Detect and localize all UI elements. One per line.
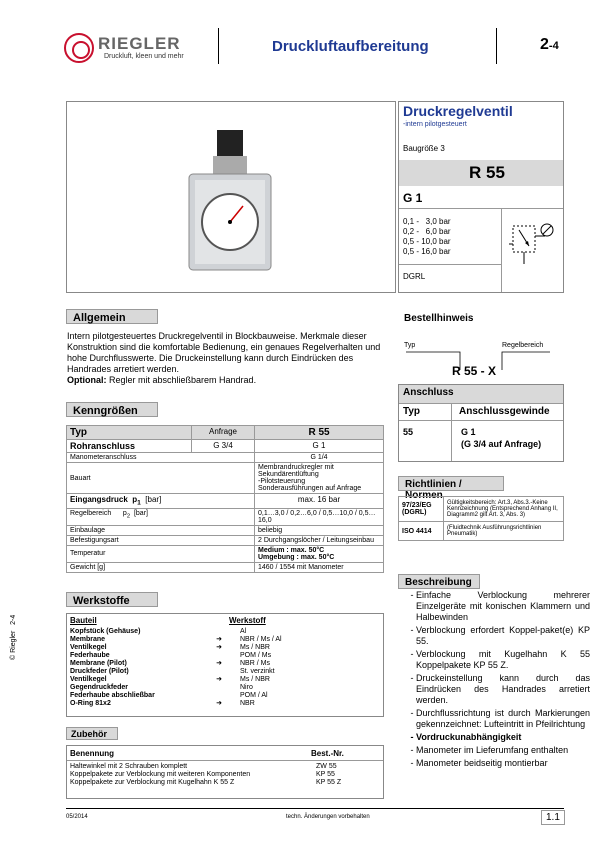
side-copyright: © Riegler 2-4 — [10, 614, 17, 660]
accessories-table — [67, 763, 383, 787]
connection-thread: G 1 — [461, 427, 476, 437]
footer-line — [66, 808, 564, 809]
divider — [399, 264, 501, 265]
table-row: Membrane ➜ NBR / Ms / Al — [70, 636, 282, 643]
accessories-table-frame — [66, 745, 384, 799]
divider — [451, 403, 452, 461]
logo-mark — [64, 33, 94, 63]
connection-table-frame — [398, 384, 564, 462]
section-heading-richtlinien: Richtlinien / Normen — [398, 476, 504, 491]
table-row: Regelbereich $p_2$ [bar] 0,1…3,0 / 0,2…6,0 / 0,5…10,0 / 0,5…16,0 — [67, 508, 384, 525]
connection-heading: Anschluss — [403, 387, 454, 398]
section-heading-zubehoer: Zubehör — [66, 727, 118, 740]
connection-col-thread: Anschlussgewinde — [459, 406, 550, 417]
materials-table — [67, 628, 383, 708]
materials-col-material: Werkstoff — [229, 616, 266, 625]
list-item: - Verblockung mit Kugelhahn K 55 Koppelpakete KP 55 Z. — [416, 649, 590, 671]
table-row: Typ Anfrage R 55 — [67, 426, 384, 440]
table-row: Befestigungsart 2 Durchgangslöcher / Leitungseinbau — [67, 535, 384, 545]
specs-table — [66, 425, 384, 573]
table-row: Temperatur Medium : max. 50°C Umgebung : max. 50°C — [67, 545, 384, 562]
table-row: Ventilkegel ➜ Ms / NBR — [70, 676, 270, 683]
product-size: Baugröße 3 — [403, 144, 445, 153]
brand-tagline: Druckluft, kleen und mehr — [104, 53, 184, 60]
table-row: ISO 4414 (Fluidtechnik Ausführungsrichtlinien Pneumatik) — [399, 522, 564, 541]
table-row: Gegendruckfeder Niro — [70, 684, 253, 691]
table-row: Federhaube POM / Ms — [70, 652, 272, 659]
table-row: Koppelpakete zur Verblockung mit Kugelhahn K 55 Z KP 55 Z — [70, 779, 342, 786]
footer-date: 05/2014 — [66, 814, 88, 820]
table-row: Membrane (Pilot) ➜ NBR / Ms — [70, 660, 270, 667]
table-row: Einbaulage beliebig — [67, 525, 384, 535]
list-item: - Manometer im Lieferumfang enthalten — [416, 745, 590, 756]
divider — [67, 760, 383, 761]
accessories-col-name: Benennung — [70, 749, 114, 758]
product-subtitle: -intern pilotgesteuert — [403, 121, 467, 128]
table-row: Federhaube abschließbar POM / Al — [70, 692, 268, 699]
table-row: Kopfstück (Gehäuse) Al — [70, 628, 247, 635]
section-heading-werkstoffe: Werkstoffe — [66, 592, 158, 607]
table-row: O-Ring 81x2 ➜ NBR — [70, 700, 255, 707]
order-heading: Bestellhinweis — [404, 313, 474, 324]
order-code: R 55 - X — [452, 364, 497, 378]
arrow-icon: ➜ — [216, 660, 222, 667]
arrow-icon: ➜ — [216, 644, 222, 651]
table-row: Manometeranschluss G 1/4 — [67, 453, 384, 463]
product-name: Druckregelventil — [403, 103, 513, 119]
table-row: Koppelpakete zur Verblockung mit weiteren Komponenten KP 55 — [70, 771, 335, 778]
arrow-icon: ➜ — [216, 700, 222, 707]
list-item: - Druckeinstellung kann durch das Eindrücken des Handrades arretiert werden. — [416, 673, 590, 706]
product-thread: G 1 — [403, 191, 423, 205]
divider — [501, 208, 502, 292]
connection-col-typ: Typ — [403, 406, 421, 417]
product-photo — [67, 102, 395, 292]
description-list — [398, 590, 590, 771]
section-heading-allgemein: Allgemein — [66, 309, 158, 324]
list-item: - Manometer beidseitig montierbar — [416, 758, 590, 769]
connection-thread-alt: (G 3/4 auf Anfrage) — [461, 439, 542, 449]
section-heading-beschreibung: Beschreibung — [398, 574, 480, 589]
pressure-range-1: 0,1 - 3,0 bar — [403, 217, 451, 226]
page-title: Druckluftaufbereitung — [272, 38, 429, 55]
symbol-label: DGRL — [403, 272, 426, 281]
section-heading-kenngroessen: Kenngrößen — [66, 402, 158, 417]
general-description: Intern pilotgesteuertes Druckregelventil in Blockbauweise. Merkmale dieser Konstruktion sind die komfortable Bedienung, ein genaues Regelverhalten und hohe Durchflusswerte. Die Druckeinstellung kann durch Eindrücken des Handrades arretiert werden. Optional: Regler mit abschließbarem Handrad. — [67, 331, 381, 385]
product-code: R 55 — [469, 163, 505, 182]
product-image-frame — [66, 101, 396, 293]
page-number: 1.1 — [541, 810, 565, 825]
divider — [399, 208, 563, 209]
standards-table — [398, 496, 564, 541]
divider — [399, 403, 563, 404]
product-header-box — [398, 101, 564, 293]
brand-name: RIEGLER — [98, 34, 181, 53]
order-typ-label: Typ — [404, 342, 416, 349]
footer-note: techn. Änderungen vorbehalten — [286, 814, 370, 820]
section-number: 2-4 — [540, 36, 559, 53]
table-row: Gewicht [g] 1460 / 1554 mit Manometer — [67, 562, 384, 572]
header-divider — [218, 28, 219, 64]
connection-typ: 55 — [403, 427, 414, 437]
materials-col-part: Bauteil — [70, 616, 97, 625]
list-item: - Verblockung erfordert Koppel-paket(e) KP 55. — [416, 625, 590, 647]
pneumatic-symbol-icon — [507, 216, 559, 272]
list-item: - Vordruckunabhängigkeit — [416, 732, 590, 743]
table-row: 97/23/EG (DGRL) Gültigkeitsbereich: Art.3, Abs.3.-Keine Kennzeichnung (Entsprechend Anhang II, Diagramm2 gilt Art. 3, Abs. 3) — [399, 497, 564, 522]
list-item: - Einfache Verblockung mehrerer Einzelgeräte mit konischen Klammern und Halbewinden — [416, 590, 590, 623]
list-item: - Durchflussrichtung ist durch Markierungen gekennzeichnet: Lufteintritt in Pfeilrichtung — [416, 708, 590, 730]
table-row: Rohranschluss G 3/4 G 1 — [67, 440, 384, 453]
table-row: Bauart Membrandruckregler mit Sekundärentlüftung -Pilotsteuerung Sonderausführungen auf Anfrage — [67, 463, 384, 494]
accessories-col-nr: Best.-Nr. — [311, 749, 344, 758]
materials-table-frame — [66, 613, 384, 717]
table-row: Haltewinkel mit 2 Schrauben komplett ZW 55 — [70, 763, 337, 770]
order-range-label: Regelbereich — [502, 342, 544, 349]
table-row: Eingangsdruck $p_1$ [bar] max. 16 bar — [67, 494, 384, 509]
arrow-icon: ➜ — [216, 676, 222, 683]
pressure-range-4: 0,5 - 16,0 bar — [403, 247, 451, 256]
header-divider — [496, 28, 497, 64]
pressure-range-2: 0,2 - 6,0 bar — [403, 227, 451, 236]
arrow-icon: ➜ — [216, 636, 222, 643]
table-row: Ventilkegel ➜ Ms / NBR — [70, 644, 270, 651]
arrow-icon — [201, 628, 237, 636]
table-row: Druckfeder (Pilot) St. verzinkt — [70, 668, 275, 675]
divider — [399, 420, 563, 421]
pressure-range-3: 0,5 - 10,0 bar — [403, 237, 451, 246]
